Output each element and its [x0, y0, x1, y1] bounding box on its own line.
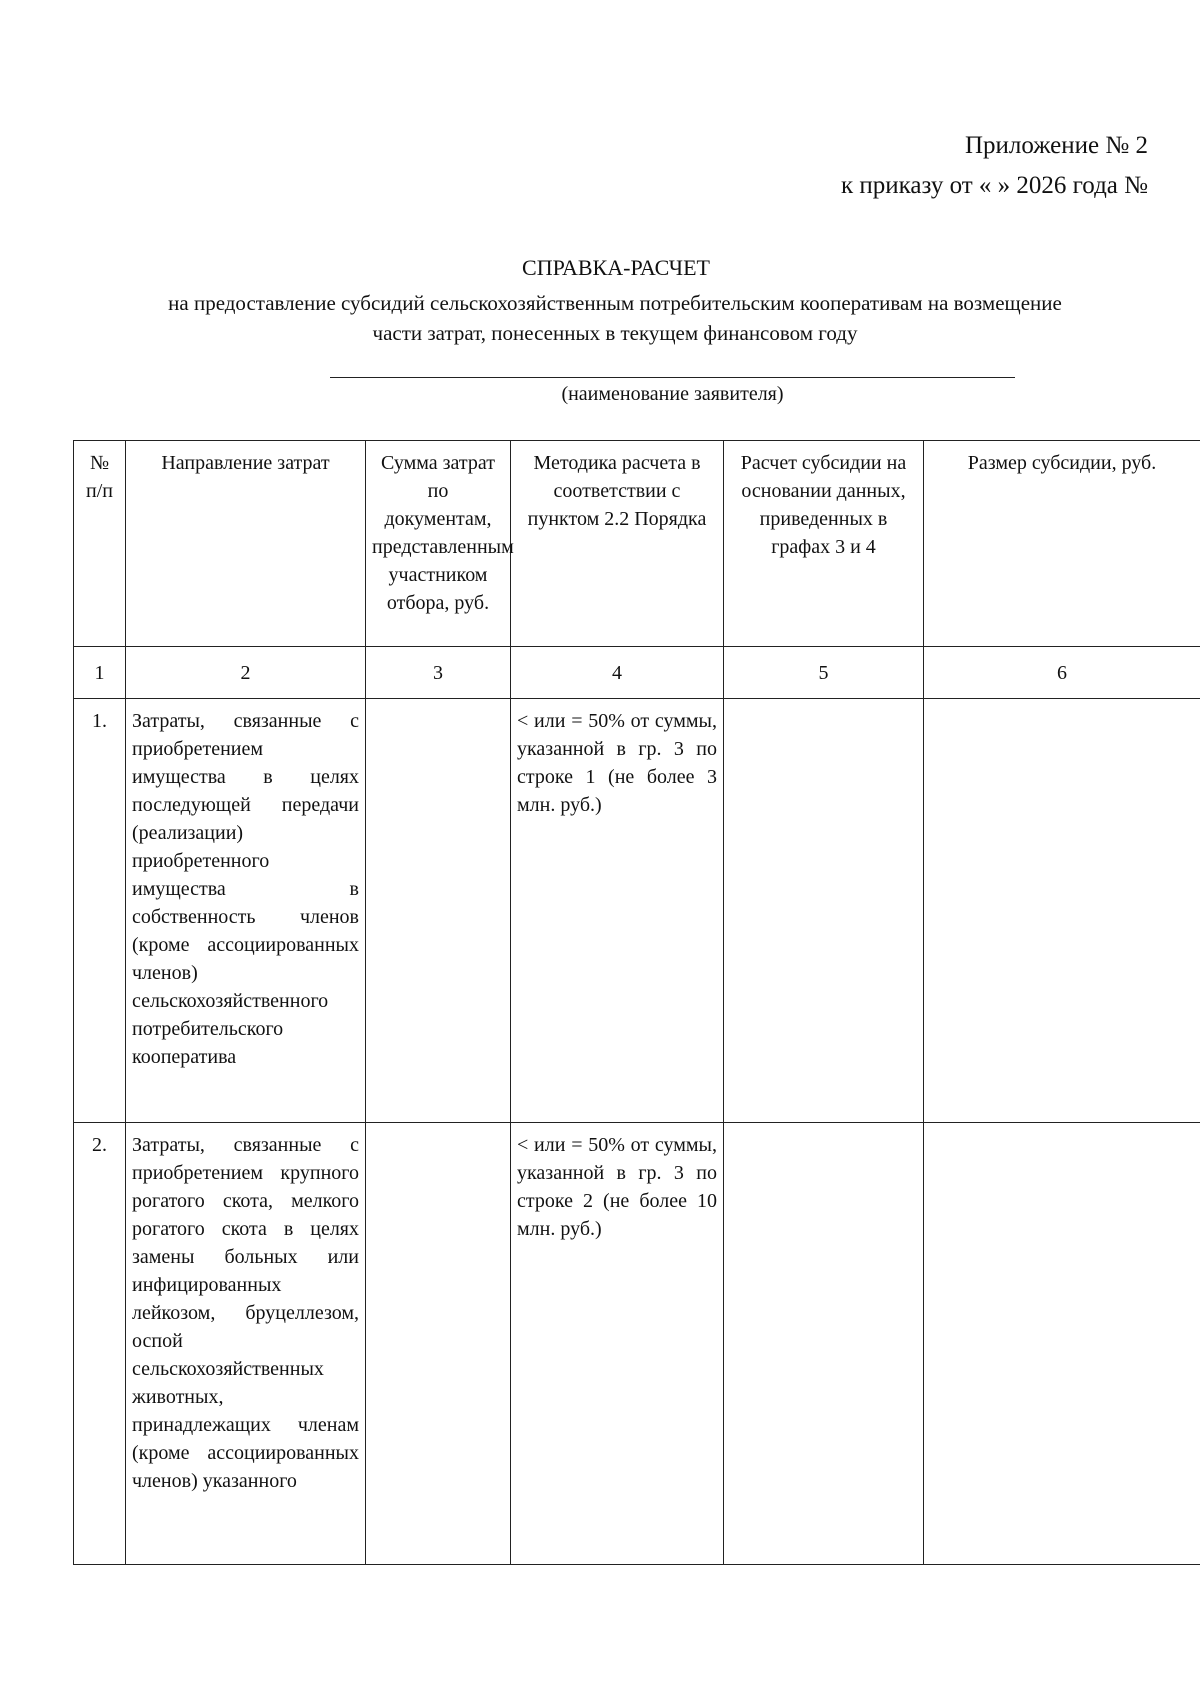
- subsidy-amount-cell: [924, 1123, 1200, 1565]
- cost-direction: Затраты, связанные с приобретением имущества в целях последующей передачи (реализации) приобретенного имущества в собственность членов (кроме ассоциированных членов) сельскохозяйственного потребительского кооператива: [126, 699, 366, 1123]
- subsidy-calc-cell: [724, 699, 924, 1123]
- column-number-row: [74, 647, 1200, 699]
- cost-direction: Затраты, связанные с приобретением крупного рогатого скота, мелкого рогатого скота в целях замены больных или инфицированных лейкозом, бруцеллезом, оспой сельскохозяйственных животных, принадлежащих членам (кроме ассоциированных членов) указанного: [126, 1123, 366, 1565]
- calculation-table: [73, 440, 1200, 1565]
- column-number: 4: [511, 647, 724, 699]
- calculation-method: < или = 50% от суммы, указанной в гр. 3 по строке 1 (не более 3 млн. руб.): [511, 699, 724, 1123]
- column-number: 6: [924, 647, 1200, 699]
- calculation-method: < или = 50% от суммы, указанной в гр. 3 по строке 2 (не более 10 млн. руб.): [511, 1123, 724, 1565]
- table-row: [74, 1123, 1200, 1565]
- header-cell-sum: Сумма затрат по документам, представленным участником отбора, руб.: [366, 441, 511, 647]
- column-number: 2: [126, 647, 366, 699]
- table-row: [74, 699, 1200, 1123]
- cost-sum-cell: [366, 1123, 511, 1565]
- document-subtitle: на предоставление субсидий сельскохозяйственным потребительским кооперативам на возмещение части затрат, понесенных в текущем финансовом году: [168, 291, 1062, 345]
- row-number: 1.: [74, 699, 126, 1123]
- column-number: 1: [74, 647, 126, 699]
- column-number: 3: [366, 647, 511, 699]
- row-number: 2.: [74, 1123, 126, 1565]
- header-cell-num: № п/п: [74, 441, 126, 647]
- header-cell-amount: Размер субсидии, руб.: [924, 441, 1200, 647]
- header-cell-method: Методика расчета в соответствии с пунктом 2.2 Порядка: [511, 441, 724, 647]
- subsidy-calc-cell: [724, 1123, 924, 1565]
- header-cell-direction: Направление затрат: [126, 441, 366, 647]
- column-number: 5: [724, 647, 924, 699]
- applicant-name-caption: (наименование заявителя): [561, 383, 784, 405]
- cost-sum-cell: [366, 699, 511, 1123]
- document-title: СПРАВКА-РАСЧЕТ: [522, 255, 710, 280]
- applicant-name-line: [330, 377, 1015, 378]
- header-cell-calc: Расчет субсидии на основании данных, приведенных в графах 3 и 4: [724, 441, 924, 647]
- order-reference: к приказу от « » 2026 года №: [840, 172, 1148, 199]
- subsidy-amount-cell: [924, 699, 1200, 1123]
- appendix-number: Приложение № 2: [964, 132, 1148, 159]
- table-header-row: [74, 441, 1200, 647]
